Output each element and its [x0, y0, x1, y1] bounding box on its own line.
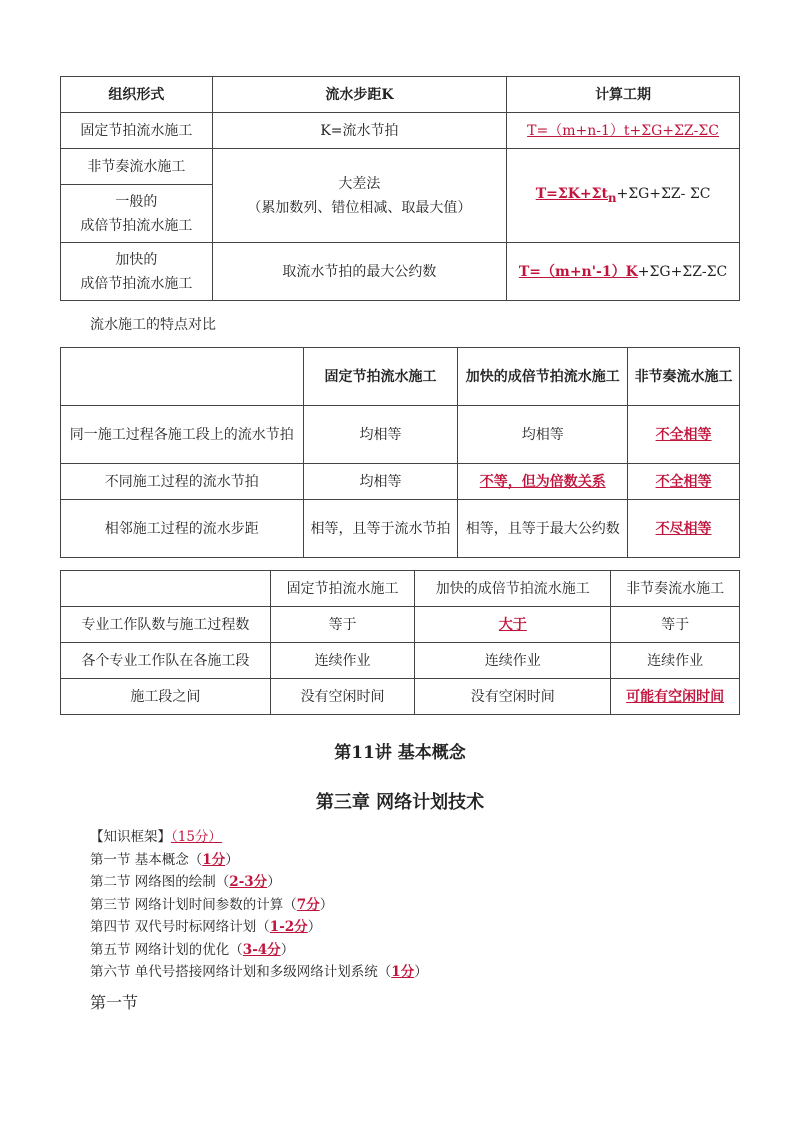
- cell: 均相等: [458, 406, 628, 464]
- step-cell: 取流水节拍的最大公约数: [212, 243, 506, 301]
- table-row: [61, 500, 740, 558]
- cell: 均相等: [303, 406, 458, 464]
- header-cell: 加快的成倍节拍流水施工: [415, 571, 611, 607]
- cell-highlight: 不全相等: [628, 464, 740, 500]
- cell: 连续作业: [270, 643, 415, 679]
- cell: 连续作业: [415, 643, 611, 679]
- table-row: [61, 679, 740, 715]
- period-formula-rest: +ΣG+ΣZ- ΣC: [616, 185, 711, 202]
- list-item: 第二节 网络图的绘制（2-3分）: [90, 874, 281, 890]
- row-label: 相邻施工过程的流水步距: [61, 500, 304, 558]
- period-formula-cell: [507, 149, 740, 243]
- cell-highlight: 不等，但为倍数关系: [458, 464, 628, 500]
- cell: 相等，且等于流水节拍: [303, 500, 458, 558]
- form-line: 成倍节拍流水施工: [80, 275, 193, 292]
- form-line: 一般的: [115, 193, 158, 210]
- knowledge-framework: [90, 826, 428, 984]
- step-cell: [212, 149, 506, 243]
- table-caption: 流水施工的特点对比: [90, 317, 216, 333]
- cell: 没有空闲时间: [415, 679, 611, 715]
- framework-score: （15分）: [171, 829, 222, 845]
- list-item: 第六节 单代号搭接网络计划和多级网络计划系统（1分）: [90, 964, 428, 980]
- period-formula-cell: [507, 243, 740, 301]
- header-cell: 加快的成倍节拍流水施工: [458, 348, 628, 406]
- row-label: 专业工作队数与施工过程数: [61, 607, 271, 643]
- cell: 均相等: [303, 464, 458, 500]
- cell-highlight: 大于: [415, 607, 611, 643]
- score-badge: 1分: [391, 964, 415, 980]
- list-item: 第四节 双代号时标网络计划（1-2分）: [90, 919, 322, 935]
- cell: 等于: [611, 607, 740, 643]
- score-badge: 7分: [296, 896, 320, 913]
- cell-highlight: 不全相等: [628, 406, 740, 464]
- cell: 相等，且等于最大公约数: [458, 500, 628, 558]
- organization-form-table: [60, 76, 740, 301]
- header-cell: [61, 348, 304, 406]
- form-cell: 固定节拍流水施工: [61, 113, 213, 149]
- header-cell: 非节奏流水施工: [611, 571, 740, 607]
- score-badge: 2-3分: [229, 874, 268, 890]
- chapter-title: 第三章 网络计划技术: [315, 792, 485, 813]
- lecture-title: 第11讲 基本概念: [334, 743, 466, 763]
- table-row: [61, 406, 740, 464]
- list-item: 第三节 网络计划时间参数的计算（7分）: [90, 896, 334, 913]
- cell-highlight: 可能有空闲时间: [611, 679, 740, 715]
- header-cell: [61, 571, 271, 607]
- section-heading: 第一节: [90, 993, 139, 1012]
- row-label: 各个专业工作队在各施工段: [61, 643, 271, 679]
- step-method: 大差法: [338, 175, 381, 192]
- header-cell: 组织形式: [61, 77, 213, 113]
- framework-label: 【知识框架】: [90, 829, 171, 845]
- list-item: 第一节 基本概念（1分）: [90, 851, 239, 868]
- table-row: [61, 607, 740, 643]
- header-cell: 固定节拍流水施工: [303, 348, 458, 406]
- period-formula-rest: +ΣG+ΣZ-ΣC: [637, 263, 728, 280]
- score-badge: 3-4分: [242, 941, 281, 958]
- subscript-n: n: [608, 190, 617, 205]
- table-row: [61, 464, 740, 500]
- header-cell: 流水步距K: [212, 77, 506, 113]
- row-label: 施工段之间: [61, 679, 271, 715]
- cell: 等于: [270, 607, 415, 643]
- score-badge: 1-2分: [269, 919, 308, 935]
- form-cell: [61, 243, 213, 301]
- header-cell: 非节奏流水施工: [628, 348, 740, 406]
- step-method-detail: （累加数列、错位相减、取最大值）: [247, 199, 472, 216]
- form-cell: [61, 185, 213, 243]
- cell-highlight: 不尽相等: [628, 500, 740, 558]
- form-cell: 非节奏流水施工: [61, 149, 213, 185]
- form-line: 成倍节拍流水施工: [80, 217, 193, 234]
- score-badge: 1分: [202, 851, 226, 868]
- framework-header: [90, 826, 428, 849]
- row-label: 不同施工过程的流水节拍: [61, 464, 304, 500]
- step-cell: K=流水节拍: [212, 113, 506, 149]
- list-item: 第五节 网络计划的优化（3-4分）: [90, 941, 295, 958]
- period-formula-red: $T=\Sigma K+\Sigma t_n$: [535, 185, 617, 205]
- cell: 没有空闲时间: [270, 679, 415, 715]
- cell: 连续作业: [611, 643, 740, 679]
- characteristics-table: [60, 347, 740, 558]
- period-formula-red: T=（m+n'-1）K: [518, 263, 638, 280]
- row-label: 同一施工过程各施工段上的流水节拍: [61, 406, 304, 464]
- table-row: [61, 643, 740, 679]
- period-formula: T=（m+n-1）t+ΣG+ΣZ-ΣC: [507, 113, 740, 149]
- header-cell: 计算工期: [507, 77, 740, 113]
- form-line: 加快的: [115, 251, 158, 268]
- team-comparison-table: [60, 570, 740, 715]
- header-cell: 固定节拍流水施工: [270, 571, 415, 607]
